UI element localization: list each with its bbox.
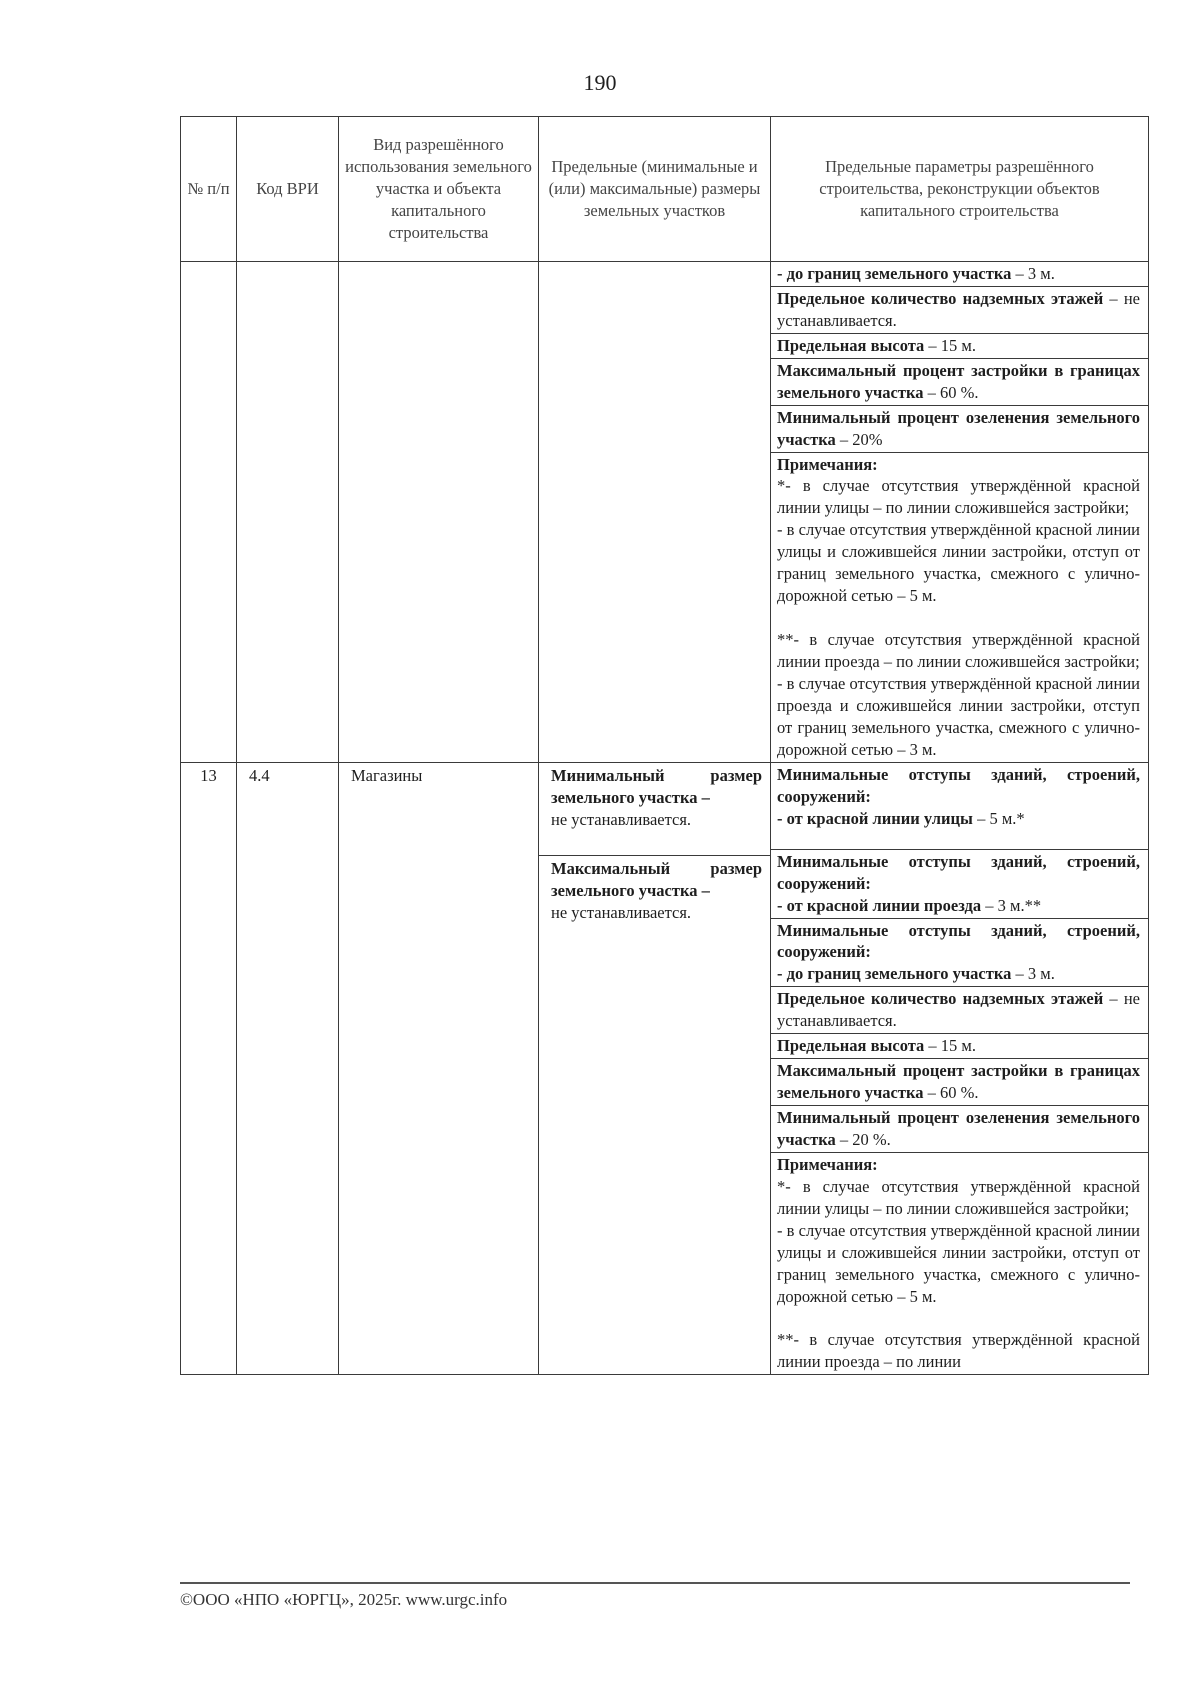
param-item: Предельная высота – 15 м. [771, 333, 1148, 358]
max-size: Максимальный размер земельного участка – не устанавливается. [539, 855, 770, 928]
prev-num-cell [181, 262, 237, 763]
header-size: Предельные (минимальные и (или) максимальные) размеры земельных участков [539, 117, 771, 262]
row-num: 13 [181, 762, 237, 1375]
prev-use-cell [339, 262, 539, 763]
header-use: Вид разрешённого использования земельного участка и объекта капитального строительства [339, 117, 539, 262]
param-item: Предельное количество надземных этажей – не устанавливается. [771, 286, 1148, 333]
notes-block [771, 452, 1148, 762]
note-item: **- в случае отсутствия утверждённой красной линии проезда – по линии сложившейся застройки; [777, 630, 1140, 671]
row-params-list [771, 763, 1148, 1375]
note-item: - в случае отсутствия утверждённой красной линии проезда и сложившейся линии застройки, отступ от границ земельного участка, смежного с улично-дорожной сетью – 3 м. [777, 673, 1140, 759]
param-item: Минимальные отступы зданий, строений, сооружений: - от красной линии проезда – 3 м.** [771, 849, 1148, 918]
param-item: Максимальный процент застройки в границах земельного участка – 60 %. [771, 1059, 1148, 1106]
param-item: Максимальный процент застройки в границах земельного участка – 60 %. [771, 358, 1148, 405]
header-params: Предельные параметры разрешённого строительства, реконструкции объектов капитального строительства [771, 117, 1149, 262]
note-item: - в случае отсутствия утверждённой красной линии улицы и сложившейся линии застройки, отступ от границ земельного участка, смежного с улично-дорожной сетью – 5 м. [777, 520, 1140, 606]
param-item: Минимальные отступы зданий, строений, сооружений: - от красной линии улицы – 5 м.* [771, 763, 1148, 850]
min-size: Минимальный размер земельного участка – не устанавливается. [551, 765, 762, 829]
header-code: Код ВРИ [237, 117, 339, 262]
param-item: - до границ земельного участка – 3 м. [771, 262, 1148, 286]
table-header-row [181, 117, 1149, 262]
page-number: 190 [583, 70, 617, 95]
footer-rule [180, 1582, 1130, 1584]
row-use: Магазины [339, 762, 539, 1375]
land-use-table [180, 116, 1149, 1375]
footer-copyright: ©ООО «НПО «ЮРГЦ», 2025г. www.urgc.info [180, 1590, 508, 1609]
prev-params-cell [771, 262, 1149, 763]
prev-size-cell [539, 262, 771, 763]
notes-title: Примечания: [777, 1154, 878, 1174]
header-num: № п/п [181, 117, 237, 262]
param-item: Предельное количество надземных этажей – не устанавливается. [771, 987, 1148, 1034]
prev-code-cell [237, 262, 339, 763]
prev-params-list [771, 262, 1148, 762]
note-item: - в случае отсутствия утверждённой красной линии улицы и сложившейся линии застройки, отступ от границ земельного участка, смежного с улично-дорожной сетью – 5 м. [777, 1220, 1140, 1306]
row-params-cell [771, 762, 1149, 1375]
note-item: **- в случае отсутствия утверждённой красной линии проезда – по линии [777, 1330, 1140, 1372]
table-row [181, 262, 1149, 763]
row-size-cell [539, 762, 771, 1375]
note-item: *- в случае отсутствия утверждённой красной линии улицы – по линии сложившейся застройки; [777, 1176, 1140, 1218]
notes-title: Примечания: [777, 454, 878, 474]
param-item: Минимальные отступы зданий, строений, сооружений: - до границ земельного участка – 3 м. [771, 918, 1148, 987]
param-item: Предельная высота – 15 м. [771, 1034, 1148, 1059]
param-item: Минимальный процент озеленения земельного участка – 20 %. [771, 1106, 1148, 1153]
note-item: *- в случае отсутствия утверждённой красной линии улицы – по линии сложившейся застройки; [777, 476, 1140, 518]
notes-block [771, 1152, 1148, 1374]
param-item: Минимальный процент озеленения земельного участка – 20% [771, 405, 1148, 452]
row-code: 4.4 [237, 762, 339, 1375]
table-row [181, 762, 1149, 1375]
